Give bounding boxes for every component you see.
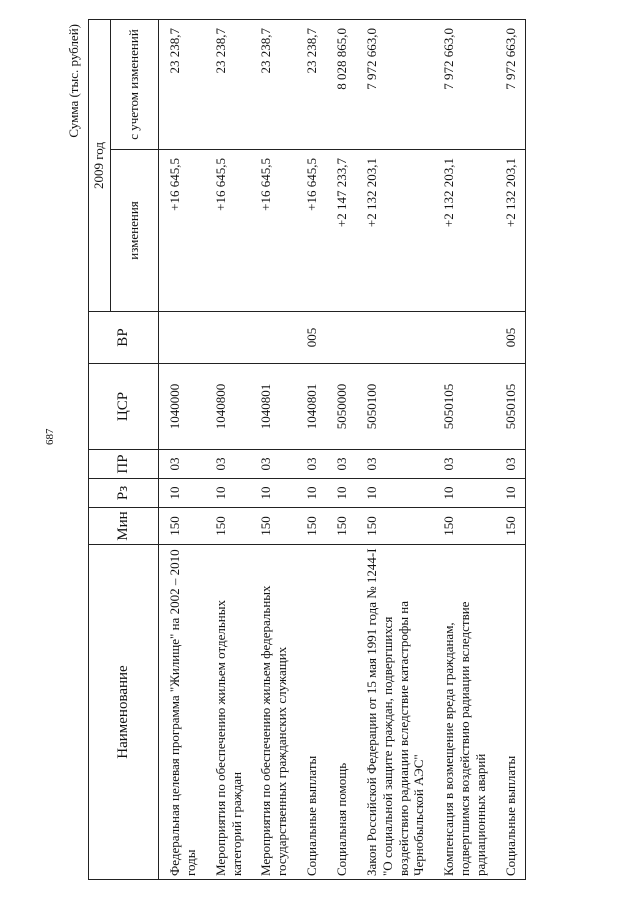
- row-pr: 03: [326, 450, 356, 479]
- row-vr: 005: [296, 312, 326, 364]
- header-changes: изменения: [111, 150, 159, 312]
- row-csr: 5050000: [326, 364, 356, 450]
- header-name: Наименование: [89, 545, 159, 880]
- row-min: 150: [433, 508, 495, 545]
- row-change: +2 132 203,1: [356, 150, 433, 312]
- row-rz: 10: [159, 479, 205, 508]
- row-change: +16 645,5: [159, 150, 205, 312]
- row-change: +16 645,5: [296, 150, 326, 312]
- row-change: +16 645,5: [250, 150, 296, 312]
- row-name: Федеральная целевая программа "Жилище" на 2002 – 2010 годы: [159, 545, 205, 880]
- row-name: Социальные выплаты: [296, 545, 326, 880]
- row-vr: [205, 312, 251, 364]
- row-pr: 03: [296, 450, 326, 479]
- row-rz: 10: [205, 479, 251, 508]
- row-vr: [326, 312, 356, 364]
- row-pr: 03: [495, 450, 525, 479]
- row-change: +2 132 203,1: [495, 150, 525, 312]
- row-change: +16 645,5: [205, 150, 251, 312]
- row-vr: [159, 312, 205, 364]
- row-vr: [356, 312, 433, 364]
- table-row: [433, 20, 495, 880]
- table-row: [205, 20, 251, 880]
- row-min: 150: [495, 508, 525, 545]
- row-pr: 03: [433, 450, 495, 479]
- table-row: [159, 20, 205, 880]
- row-min: 150: [205, 508, 251, 545]
- row-csr: 1040801: [250, 364, 296, 450]
- table-body: [159, 20, 526, 880]
- table-row: [495, 20, 525, 880]
- row-total: 7 972 663,0: [495, 20, 525, 150]
- row-total: 23 238,7: [205, 20, 251, 150]
- row-change: +2 132 203,1: [433, 150, 495, 312]
- row-csr: 5050105: [433, 364, 495, 450]
- row-total: 8 028 865,0: [326, 20, 356, 150]
- row-name: Мероприятия по обеспечению жильем федеральных государственных гражданских служащих: [250, 545, 296, 880]
- page-number: 687: [44, 428, 56, 445]
- row-rz: 10: [495, 479, 525, 508]
- row-rz: 10: [326, 479, 356, 508]
- row-name: Мероприятия по обеспечению жильем отдельных категорий граждан: [205, 545, 251, 880]
- row-name: Социальная помощь: [326, 545, 356, 880]
- row-change: +2 147 233,7: [326, 150, 356, 312]
- row-vr: 005: [495, 312, 525, 364]
- row-total: 7 972 663,0: [433, 20, 495, 150]
- row-vr: [433, 312, 495, 364]
- header-rz: Рз: [89, 479, 159, 508]
- row-pr: 03: [250, 450, 296, 479]
- row-rz: 10: [433, 479, 495, 508]
- budget-table: [88, 19, 526, 880]
- row-rz: 10: [250, 479, 296, 508]
- header-vr: ВР: [89, 312, 159, 364]
- row-pr: 03: [205, 450, 251, 479]
- row-total: 23 238,7: [250, 20, 296, 150]
- row-csr: 1040000: [159, 364, 205, 450]
- table-row: [356, 20, 433, 880]
- row-name: Закон Российской Федерации от 15 мая 1991 года № 1244-I "О социальной защите граждан, подвергшихся воздействию радиации вследствие катастрофы на Чернобыльской АЭС": [356, 545, 433, 880]
- header-pr: ПР: [89, 450, 159, 479]
- row-total: 23 238,7: [159, 20, 205, 150]
- row-name: Компенсация в возмещение вреда гражданам, подвергшимся воздействию радиации вследствие радиационных аварий: [433, 545, 495, 880]
- row-name: Социальные выплаты: [495, 545, 525, 880]
- row-pr: 03: [159, 450, 205, 479]
- row-total: 23 238,7: [296, 20, 326, 150]
- header-min: Мин: [89, 508, 159, 545]
- row-csr: 5050100: [356, 364, 433, 450]
- row-pr: 03: [356, 450, 433, 479]
- row-min: 150: [250, 508, 296, 545]
- row-rz: 10: [356, 479, 433, 508]
- row-total: 7 972 663,0: [356, 20, 433, 150]
- rotated-table-frame: [64, 20, 546, 880]
- header-with-changes: с учетом изменений: [111, 20, 159, 150]
- row-min: 150: [356, 508, 433, 545]
- row-csr: 1040801: [296, 364, 326, 450]
- units-label: Сумма (тыс. рублей): [66, 24, 81, 138]
- header-csr: ЦСР: [89, 364, 159, 450]
- row-vr: [250, 312, 296, 364]
- row-rz: 10: [296, 479, 326, 508]
- table-row: [250, 20, 296, 880]
- table-row: [296, 20, 326, 880]
- table-row: [326, 20, 356, 880]
- row-csr: 5050105: [495, 364, 525, 450]
- row-min: 150: [296, 508, 326, 545]
- row-csr: 1040800: [205, 364, 251, 450]
- row-min: 150: [159, 508, 205, 545]
- header-year: 2009 год: [89, 20, 111, 312]
- row-min: 150: [326, 508, 356, 545]
